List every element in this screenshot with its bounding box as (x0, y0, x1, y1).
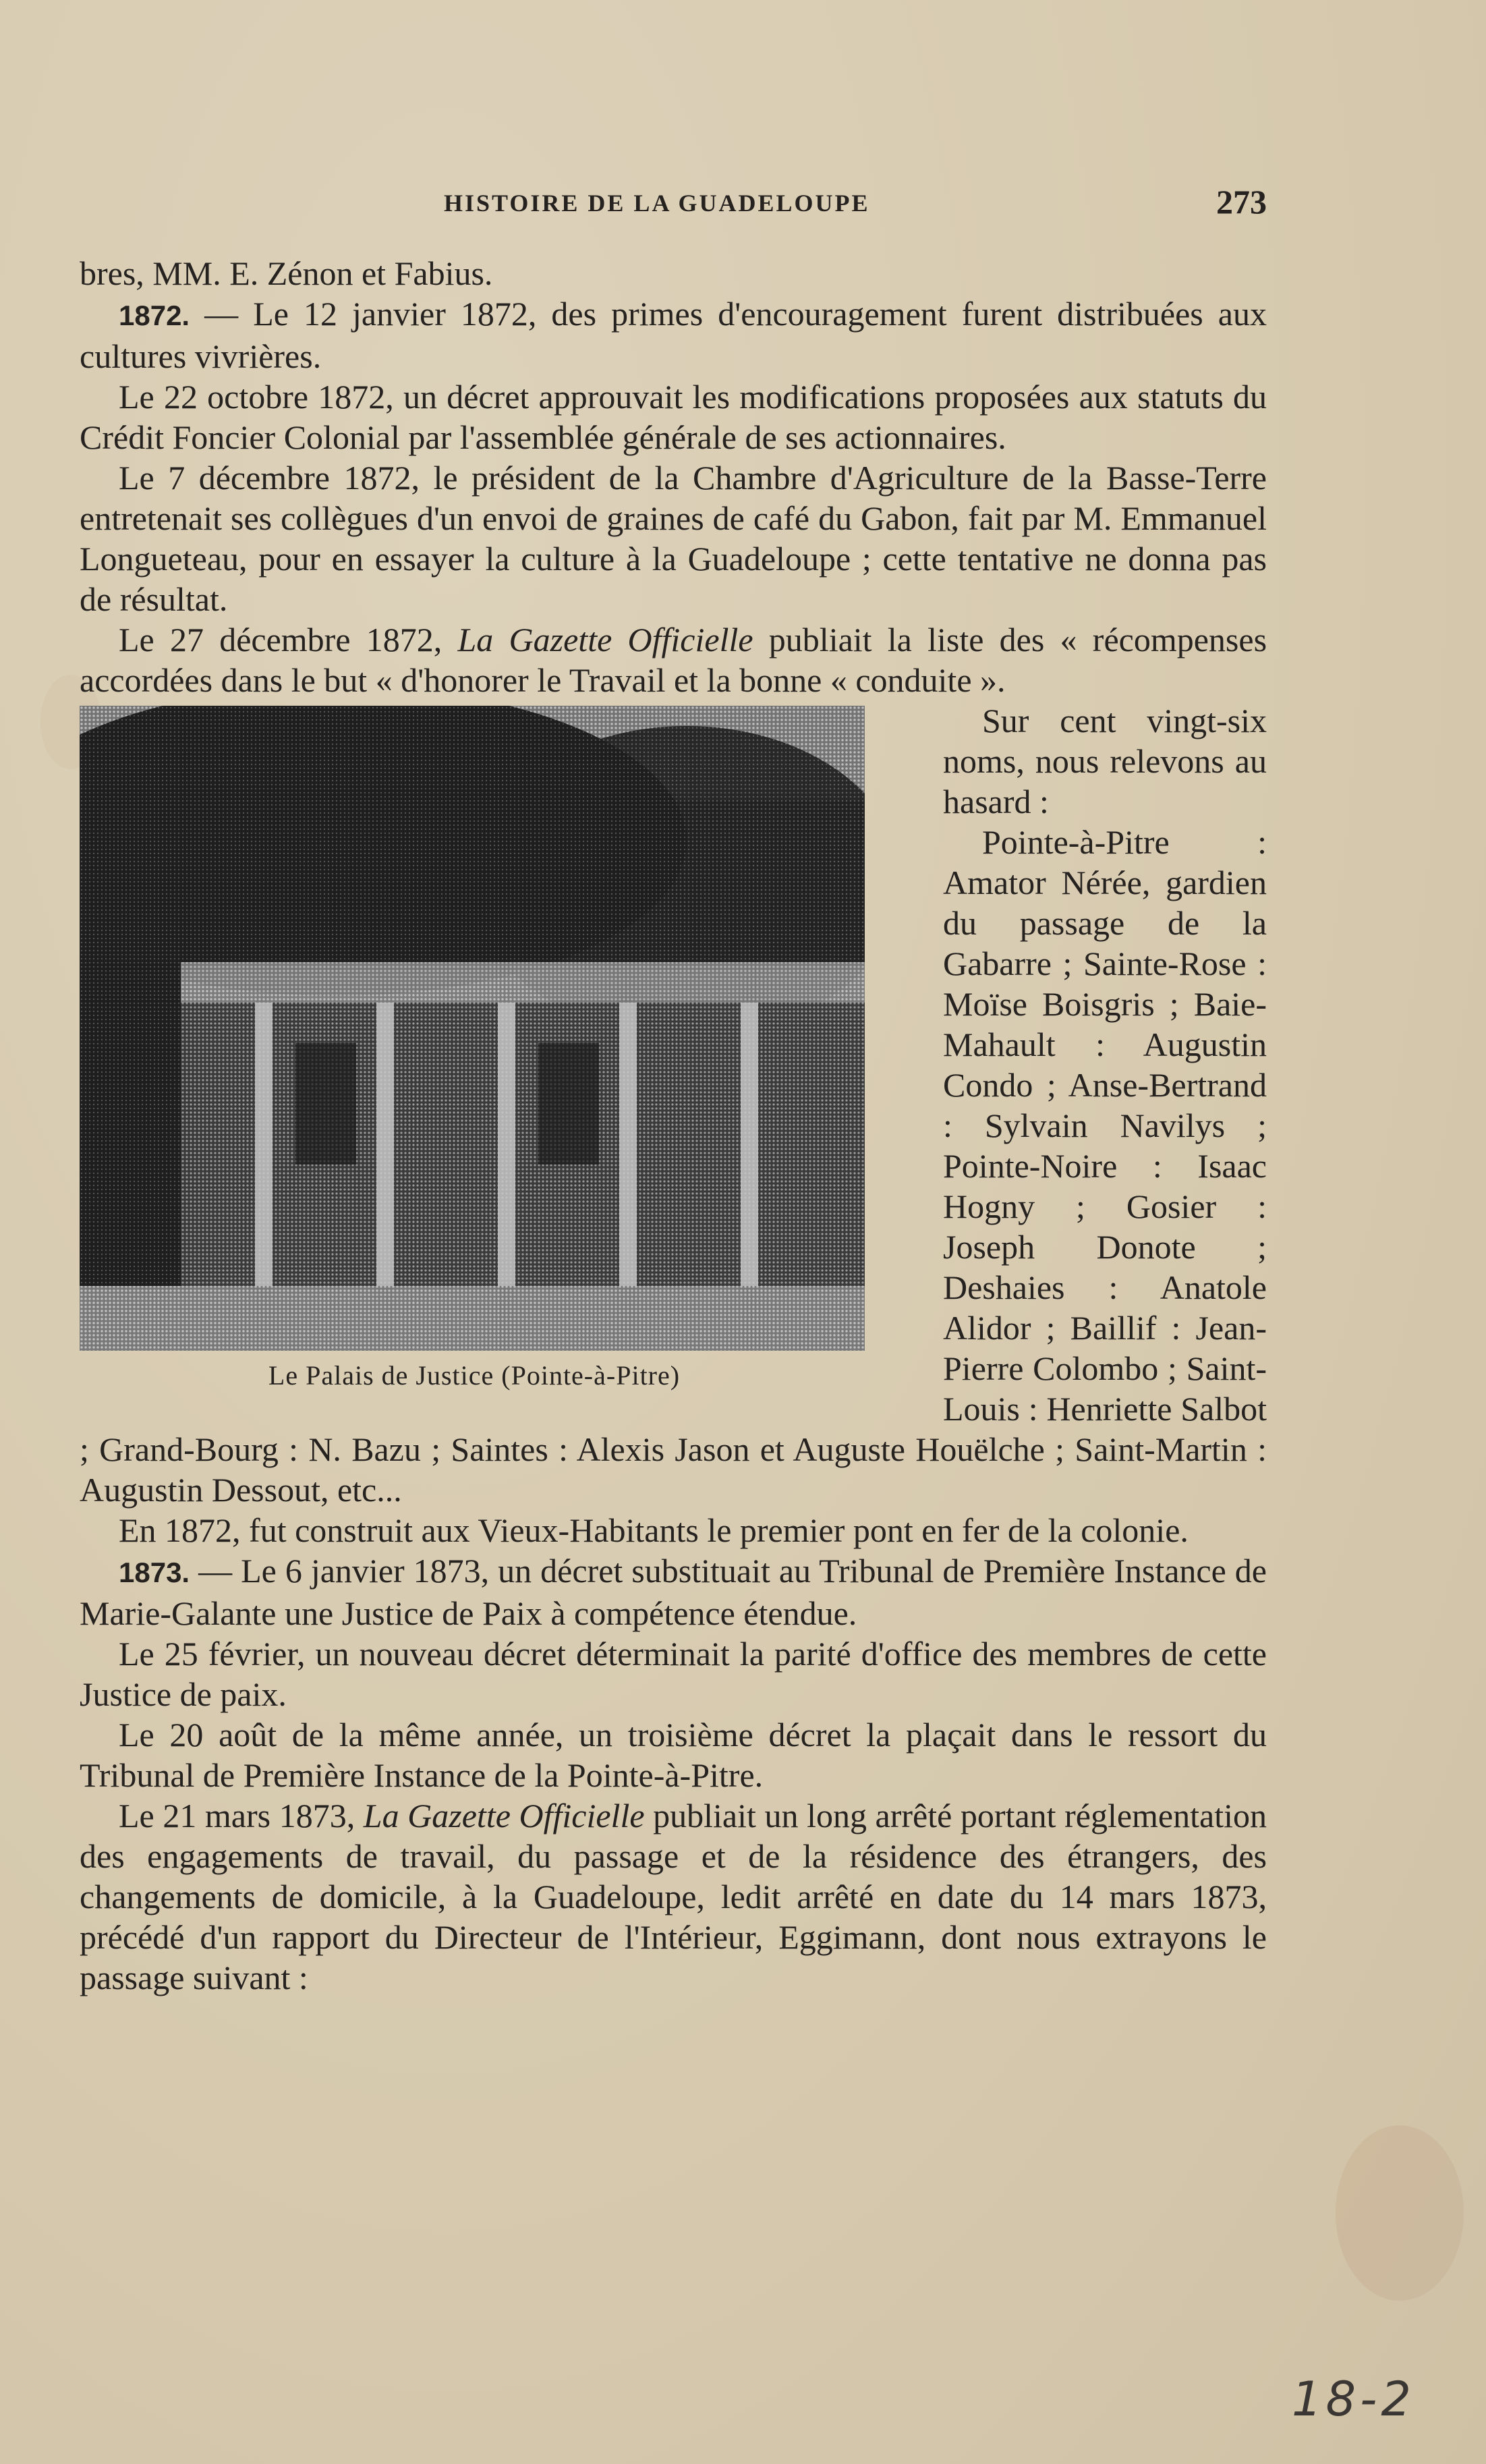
year-heading: 1873. (119, 1557, 190, 1588)
paragraph-text: publiait la liste des « récompenses accordées dans le but « d'honorer le Travail et la bonne « conduite ». (80, 621, 1267, 699)
paragraph: Le 20 août de la même année, un troisième décret la plaçait dans le ressort du Tribunal de Première Instance de la Pointe-à-Pitre. (80, 1716, 1267, 1794)
handwritten-margin-note: 18-2 (1292, 2372, 1415, 2427)
figure (80, 706, 916, 1393)
year-heading: 1872. (119, 300, 190, 331)
italic-title: La Gazette Officielle (363, 1797, 645, 1835)
paragraph (80, 1550, 1267, 1633)
paragraph: Le 22 octobre 1872, un décret approuvait les modifications proposées aux statuts du Crédit Foncier Colonial par l'assemblée générale de ses actionnaires. (80, 378, 1267, 456)
page-number: 273 (1216, 183, 1267, 221)
paragraph: Le 25 février, un nouveau décret déterminait la parité d'office des membres de cette Justice de paix. (80, 1635, 1267, 1713)
courthouse-photo (80, 706, 865, 1351)
paragraph (80, 619, 1267, 700)
paragraph (80, 293, 1267, 376)
running-head (80, 182, 1267, 229)
halftone-photo-icon (80, 706, 865, 1351)
paragraph (80, 1795, 1267, 1998)
body-text (80, 253, 1267, 1998)
paper-stain (1336, 2125, 1464, 2301)
figure-caption: Le Palais de Justice (Pointe-à-Pitre) (268, 1360, 681, 1391)
paragraph: Pointe-à-Pitre : Amator Nérée, gardien du passage de la Gabarre ; Sainte-Rose : Moïse Boisgris ; Baie-Mahault : Augustin Condo ; Anse-Bertrand : Sylvain Navilys ; Pointe-Noire : Isaac Hogny ; Gosier : Joseph Donote ; Deshaies : Anatole Alidor ; Baillif : Jean-Pierre Colombo ; Saint-Louis : Henriette Salbot ; Grand-Bourg : N. Bazu ; Saintes : Alexis Jason et Auguste Houëlche ; Saint-Martin : Augustin Dessout, etc... (80, 823, 1267, 1509)
paragraph-text: — Le 6 janvier 1873, un décret substituait au Tribunal de Première Instance de Marie-Galante une Justice de Paix à compétence étendue. (80, 1552, 1267, 1632)
paragraph-text: Le 21 mars 1873, (119, 1797, 364, 1835)
paragraph: Le 7 décembre 1872, le président de la Chambre d'Agriculture de la Basse-Terre entretenait ses collègues d'un envoi de graines de café du Gabon, fait par M. Emmanuel Longueteau, pour en essayer la culture à la Guadeloupe ; cette tentative ne donna pas de résultat. (80, 459, 1267, 618)
paragraph: bres, MM. E. Zénon et Fabius. (80, 254, 493, 292)
paragraph-text: — Le 12 janvier 1872, des primes d'encouragement furent distribuées aux cultures vivrières. (80, 295, 1267, 375)
paragraph: En 1872, fut construit aux Vieux-Habitants le premier pont en fer de la colonie. (119, 1511, 1189, 1549)
running-title: HISTOIRE DE LA GUADELOUPE (444, 190, 870, 217)
italic-title: La Gazette Officielle (457, 621, 753, 659)
paragraph-text: Le 27 décembre 1872, (119, 621, 458, 659)
paragraph-text: publiait un long arrêté portant réglementation des engagements de travail, du passage et de la résidence des étrangers, des changements de domicile, à la Guadeloupe, ledit arrêté en date du 14 mars 1873, précédé d'un rapport du Directeur de l'Intérieur, Eggimann, dont nous extrayons le passage suivant : (80, 1797, 1267, 1996)
paragraph: Sur cent vingt-six noms, nous relevons au hasard : (943, 702, 1267, 820)
